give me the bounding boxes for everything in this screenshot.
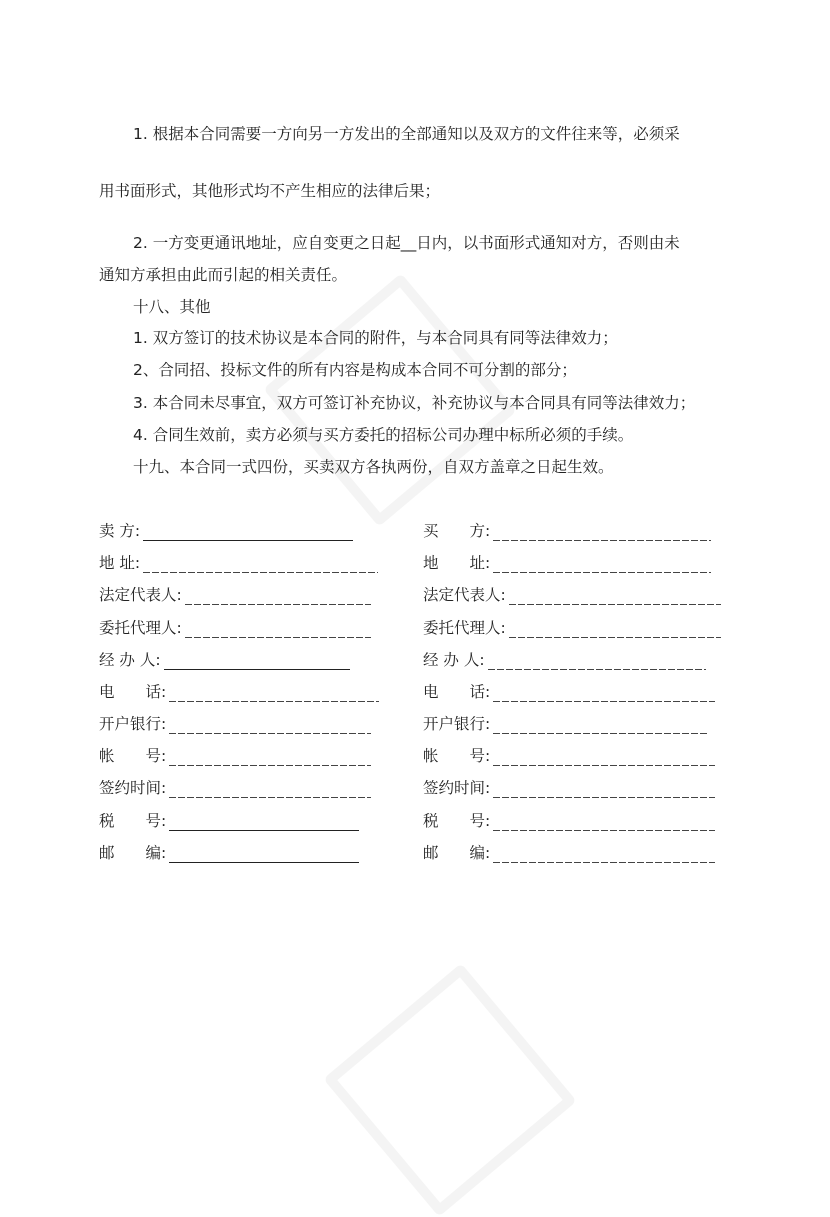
field-label: 开户银行: xyxy=(423,715,491,733)
signature-blank[interactable] xyxy=(169,686,379,702)
seller-address-field xyxy=(99,553,378,573)
signature-blank[interactable] xyxy=(169,782,371,798)
paragraph-2-line-2: 通知方承担由此而引起的相关责任。 xyxy=(99,266,348,284)
signature-blank[interactable] xyxy=(488,654,706,670)
signature-blank[interactable] xyxy=(493,750,715,766)
field-label: 买 方: xyxy=(423,522,491,540)
field-label: 委托代理人: xyxy=(423,619,506,637)
buyer-account-field xyxy=(423,746,715,766)
buyer-sign-date-field xyxy=(423,778,715,798)
paragraph-2-line-1: 2. 一方变更通讯地址，应自变更之日起__日内，以书面形式通知对方，否则由未 xyxy=(133,234,680,252)
field-label: 地 址: xyxy=(99,554,141,572)
signature-blank[interactable] xyxy=(169,814,359,831)
seller-phone-field xyxy=(99,682,379,702)
field-label: 委托代理人: xyxy=(99,619,182,637)
watermark-shape xyxy=(323,963,577,1217)
section-18-item-1: 1. 双方签订的技术协议是本合同的附件，与本合同具有同等法律效力； xyxy=(133,329,618,347)
seller-name-field xyxy=(99,521,353,541)
field-label: 地 址: xyxy=(423,554,491,572)
seller-bank-field xyxy=(99,714,371,734)
field-label: 帐 号: xyxy=(423,747,491,765)
field-label: 法定代表人: xyxy=(423,586,506,604)
seller-account-field xyxy=(99,746,371,766)
field-label: 邮 编: xyxy=(423,844,491,862)
signature-blank[interactable] xyxy=(493,815,715,831)
field-label: 开户银行: xyxy=(99,715,167,733)
buyer-agent-field xyxy=(423,618,721,638)
seller-postcode-field xyxy=(99,843,359,863)
buyer-handler-field xyxy=(423,650,706,670)
field-label: 签约时间: xyxy=(99,779,167,797)
buyer-tax-id-field xyxy=(423,811,715,831)
buyer-bank-field xyxy=(423,714,708,734)
buyer-phone-field xyxy=(423,682,715,702)
section-18-item-2: 2、合同招、投标文件的所有内容是构成本合同不可分割的部分； xyxy=(133,361,577,379)
section-18-item-4: 4. 合同生效前，卖方必须与买方委托的招标公司办理中标所必须的手续。 xyxy=(133,426,634,444)
seller-handler-field xyxy=(99,650,350,670)
signature-blank[interactable] xyxy=(164,653,350,670)
field-label: 卖 方: xyxy=(99,522,141,540)
seller-tax-id-field xyxy=(99,811,359,831)
signature-blank[interactable] xyxy=(143,557,378,573)
field-label: 签约时间: xyxy=(423,779,491,797)
signature-blank[interactable] xyxy=(493,847,715,863)
field-label: 经 办 人: xyxy=(99,651,161,669)
signature-blank[interactable] xyxy=(509,622,721,638)
signature-blank[interactable] xyxy=(185,622,371,638)
signature-blank[interactable] xyxy=(185,589,371,605)
section-18-title: 十八、其他 xyxy=(133,298,211,316)
paragraph-1-line-2: 用书面形式，其他形式均不产生相应的法律后果； xyxy=(99,182,441,200)
buyer-legal-rep-field xyxy=(423,585,721,605)
signature-blank[interactable] xyxy=(493,557,711,573)
signature-blank[interactable] xyxy=(169,750,371,766)
seller-agent-field xyxy=(99,618,371,638)
signature-blank[interactable] xyxy=(169,846,359,863)
section-19: 十九、本合同一式四份，买卖双方各执两份，自双方盖章之日起生效。 xyxy=(133,458,614,476)
buyer-postcode-field xyxy=(423,843,715,863)
buyer-address-field xyxy=(423,553,711,573)
field-label: 税 号: xyxy=(99,812,167,830)
signature-blank[interactable] xyxy=(143,524,353,541)
field-label: 电 话: xyxy=(99,683,167,701)
signature-blank[interactable] xyxy=(493,525,711,541)
buyer-name-field xyxy=(423,521,711,541)
signature-blank[interactable] xyxy=(169,718,371,734)
field-label: 电 话: xyxy=(423,683,491,701)
signature-blank[interactable] xyxy=(509,589,721,605)
signature-blank[interactable] xyxy=(493,686,715,702)
field-label: 邮 编: xyxy=(99,844,167,862)
field-label: 帐 号: xyxy=(99,747,167,765)
field-label: 经 办 人: xyxy=(423,651,485,669)
field-label: 法定代表人: xyxy=(99,586,182,604)
signature-blank[interactable] xyxy=(493,718,708,734)
section-18-item-3: 3. 本合同未尽事宜，双方可签订补充协议，补充协议与本合同具有同等法律效力； xyxy=(133,394,696,412)
signature-blank[interactable] xyxy=(493,782,715,798)
field-label: 税 号: xyxy=(423,812,491,830)
seller-sign-date-field xyxy=(99,778,371,798)
paragraph-1-line-1: 1. 根据本合同需要一方向另一方发出的全部通知以及双方的文件往来等，必须采 xyxy=(133,125,680,143)
seller-legal-rep-field xyxy=(99,585,371,605)
